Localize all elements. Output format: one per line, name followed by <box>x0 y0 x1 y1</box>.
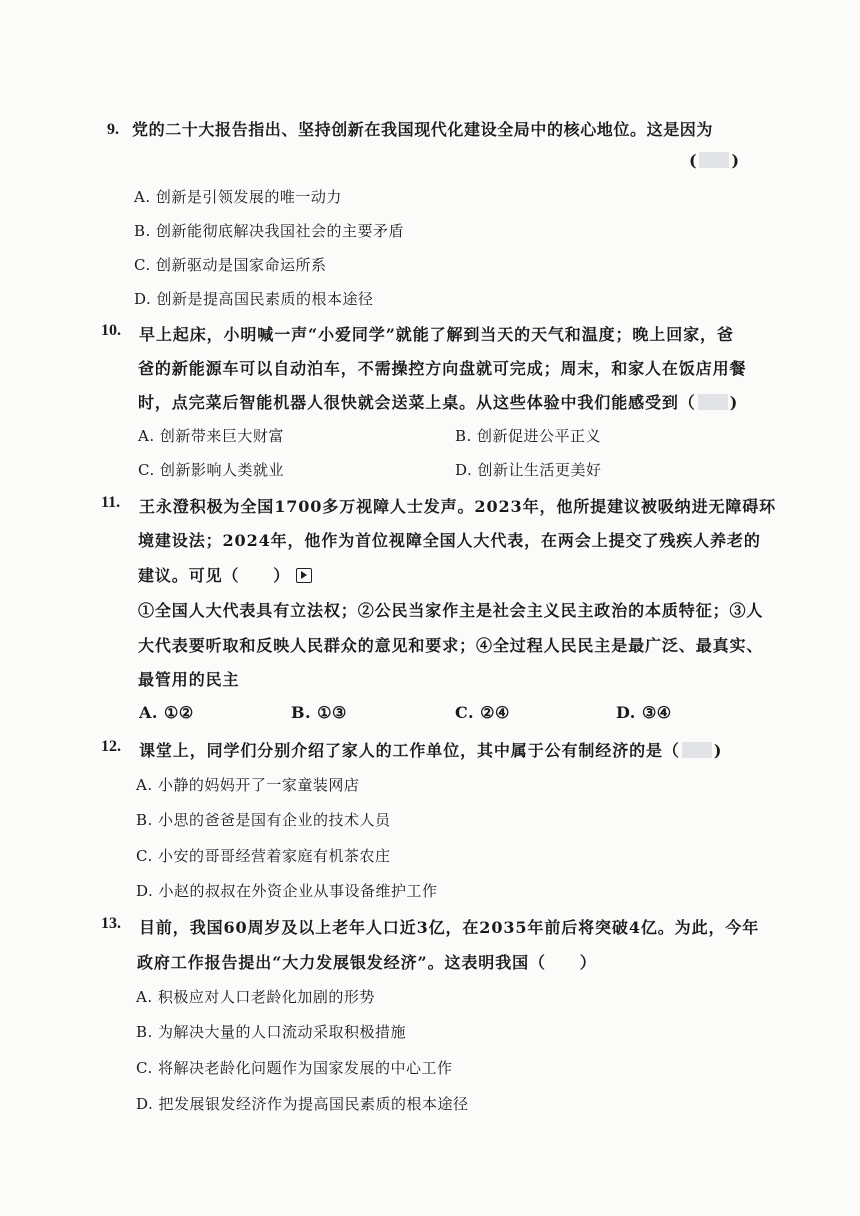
question-11-number: 11. <box>101 494 121 511</box>
question-11-option-a: A. ①② <box>139 703 194 722</box>
question-12-stem <box>139 738 722 761</box>
question-13-option-d: D. 把发展银发经济作为提高国民素质的根本途径 <box>136 1095 469 1113</box>
question-11-stem-line-1: 王永澄积极为全国1700多万视障人士发声。2023年，他所提建议被吸纳进无障碍环 <box>139 497 777 516</box>
question-13-stem-line-2: 政府工作报告提出“大力发展银发经济”。这表明我国（ ） <box>137 953 597 972</box>
question-12-option-a: A. 小静的妈妈开了一家童装网店 <box>136 776 360 794</box>
question-11-statement-line-1: ①全国人大代表具有立法权；②公民当家作主是社会主义民主政治的本质特征；③人 <box>138 601 764 620</box>
answer-blank <box>698 394 728 410</box>
question-10-option-c: C. 创新影响人类就业 <box>138 461 284 479</box>
question-12-option-c: C. 小安的哥哥经营着家庭有机茶农庄 <box>136 847 391 865</box>
question-13-number: 13. <box>101 915 121 932</box>
stem-text: 建议。可见（ ） <box>138 566 291 585</box>
question-9-answer-bracket <box>689 151 740 170</box>
question-13-option-c: C. 将解决老龄化问题作为国家发展的中心工作 <box>136 1059 453 1077</box>
question-13-option-a: A. 积极应对人口老龄化加剧的形势 <box>136 988 375 1006</box>
question-10-stem-line-1: 早上起床，小明喊一声“小爱同学”就能了解到当天的天气和温度；晚上回家，爸 <box>139 325 734 344</box>
question-13-option-b: B. 为解决大量的人口流动采取积极措施 <box>136 1023 407 1041</box>
question-10-option-d: D. 创新让生活更美好 <box>455 461 602 479</box>
stem-text: 时，点完菜后智能机器人很快就会送菜上桌。从这些体验中我们能感受到（ <box>138 393 696 412</box>
question-11-statement-line-2: 大代表要听取和反映人民群众的意见和要求；④全过程人民民主是最广泛、最真实、 <box>138 636 764 655</box>
question-10-option-b: B. 创新促进公平正义 <box>455 427 602 445</box>
question-12-option-d: D. 小赵的叔叔在外资企业从事设备维护工作 <box>136 882 438 900</box>
video-play-icon[interactable] <box>296 568 312 583</box>
question-9-option-b: B. 创新能彻底解决我国社会的主要矛盾 <box>134 222 405 240</box>
bracket-close: ) <box>713 741 723 760</box>
question-10-number: 10. <box>101 322 121 339</box>
question-9-option-c: C. 创新驱动是国家命运所系 <box>134 256 327 274</box>
question-12-option-b: B. 小思的爸爸是国有企业的技术人员 <box>136 811 391 829</box>
question-9-number: 9. <box>107 121 119 138</box>
question-13-stem-line-1: 目前，我国60周岁及以上老年人口近3亿，在2035年前后将突破4亿。为此，今年 <box>139 918 760 937</box>
question-11-statement-line-3: 最管用的民主 <box>138 670 240 689</box>
stem-text: 课堂上，同学们分别介绍了家人的工作单位，其中属于公有制经济的是（ <box>139 741 680 760</box>
question-10-option-a: A. 创新带来巨大财富 <box>138 427 284 445</box>
question-11-stem-line-3 <box>138 563 312 586</box>
bracket-open: ( <box>689 151 698 170</box>
question-9-stem: 党的二十大报告指出、坚持创新在我国现代化建设全局中的核心地位。这是因为 <box>132 120 714 139</box>
question-11-option-d: D. ③④ <box>616 703 672 722</box>
question-11-option-b: B. ①③ <box>291 703 347 722</box>
question-9-option-d: D. 创新是提高国民素质的根本途径 <box>134 290 374 308</box>
question-12-number: 12. <box>101 738 121 755</box>
question-10-stem-line-3 <box>138 390 738 413</box>
question-10-stem-line-2: 爸的新能源车可以自动泊车，不需操控方向盘就可完成；周末，和家人在饭店用餐 <box>138 359 747 378</box>
question-11-option-c: C. ②④ <box>455 703 510 722</box>
question-11-stem-line-2: 境建设法；2024年，他作为首位视障全国人大代表，在两会上提交了残疾人养老的 <box>138 531 761 550</box>
answer-blank <box>699 152 729 168</box>
bracket-close: ) <box>731 151 740 170</box>
answer-blank <box>682 742 712 758</box>
bracket-close: ) <box>729 393 739 412</box>
question-9-option-a: A. 创新是引领发展的唯一动力 <box>134 188 342 206</box>
